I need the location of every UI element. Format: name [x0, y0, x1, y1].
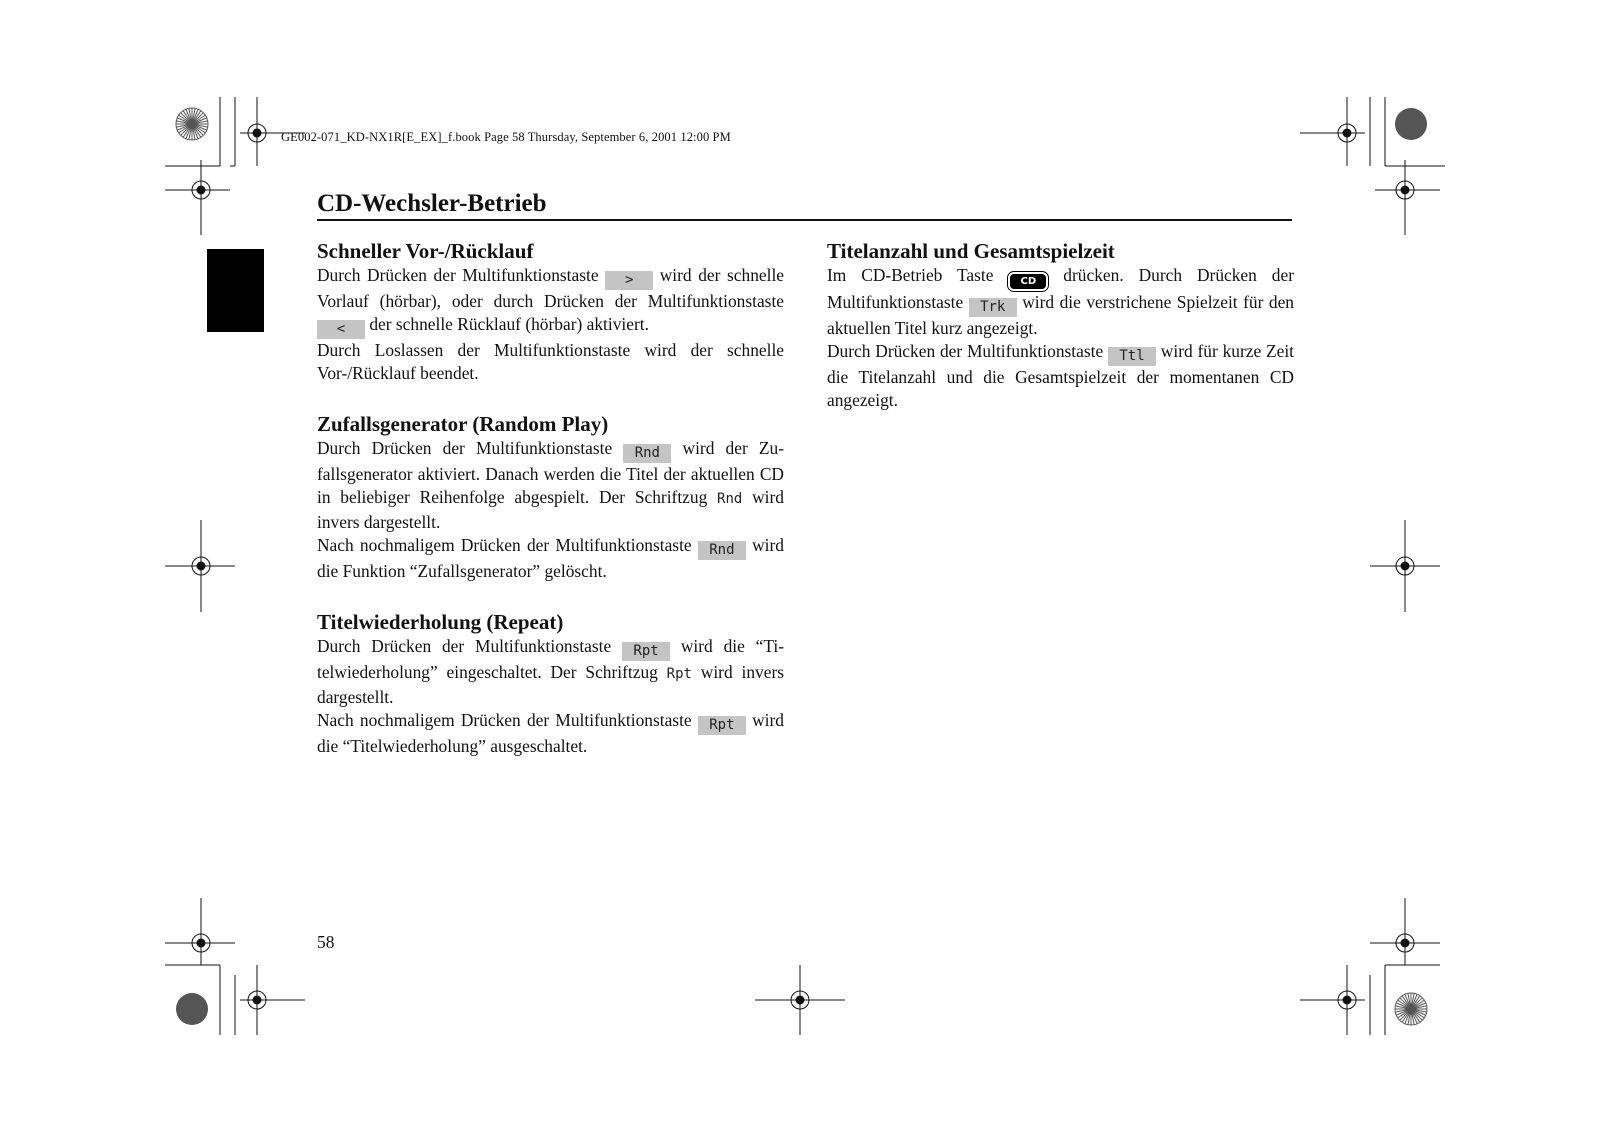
rpt-display-label: Rpt — [666, 666, 692, 682]
ttl-key: Ttl — [1108, 347, 1156, 366]
text: der schnelle Rücklauf (hörbar) aktiviert. — [365, 314, 649, 334]
trk-key: Trk — [969, 298, 1017, 317]
text: Im CD-Betrieb Taste — [827, 265, 1009, 285]
paragraph — [317, 264, 784, 339]
forward-key: > — [605, 271, 653, 290]
text: Durch Drücken der Multifunktionstaste — [827, 341, 1108, 361]
heading-track-count: Titelanzahl und Gesamtspielzeit — [827, 239, 1115, 263]
text: Durch Drücken der Multifunktionstaste — [317, 438, 624, 458]
title-rule — [317, 219, 1292, 221]
text: wird invers dargestellt. — [317, 487, 784, 532]
rnd-key: Rnd — [623, 444, 671, 463]
heading-random: Zufallsgenerator (Random Play) — [317, 412, 609, 436]
section-fast-forward — [317, 238, 784, 385]
paragraph — [317, 534, 784, 583]
paragraph — [827, 340, 1294, 412]
heading-fast-forward: Schneller Vor-/Rücklauf — [317, 239, 534, 263]
text: wird die Funktion “Zufallsgenerator” gelöscht. — [317, 535, 784, 581]
section-repeat — [317, 609, 784, 758]
text: wird für kurze Zeit die Titelanzahl und die Gesamtspielzeit der momentanen CD angezeigt. — [827, 341, 1295, 410]
paragraph — [827, 264, 1294, 340]
text: wird die verstrichene Spielzeit für den aktuellen Titel kurz angezeigt. — [827, 292, 1294, 338]
right-column — [827, 238, 1294, 438]
section-tab-marker — [207, 249, 264, 332]
section-track-count — [827, 238, 1294, 412]
text: wird der Zufallsgenerator aktiviert. Danach werden die Titel der aktuellen CD in beliebiger Reihenfolge abgespielt. Der Schriftzug — [317, 438, 784, 507]
back-key: < — [317, 320, 365, 339]
paragraph — [317, 709, 784, 758]
left-column — [317, 238, 784, 784]
file-header-line: GE002-071_KD-NX1R[E_EX]_f.book Page 58 Thursday, September 6, 2001 12:00 PM — [281, 130, 731, 144]
text: wird die “Titelwiederholung” ausgeschaltet. — [317, 710, 784, 756]
text: drücken. Durch Drücken der Multifunktionstaste — [827, 265, 1294, 312]
text: Durch Drücken der Multifunktionstaste — [317, 636, 623, 656]
rpt-key: Rpt — [622, 642, 670, 661]
text: wird invers dargestellt. — [317, 662, 784, 707]
text: Nach nochmaligem Drücken der Multifunktionstaste — [317, 535, 698, 555]
cd-button-icon: CD — [1008, 272, 1048, 291]
text: wird die “Titelwiederholung” eingeschaltet. Der Schriftzug — [317, 636, 784, 682]
paragraph: Durch Loslassen der Multifunktionstaste wird der schnelle Vor-/Rücklauf beendet. — [317, 340, 784, 383]
text: Nach nochmaligem Drücken der Multifunktionstaste — [317, 710, 698, 730]
paragraph — [317, 437, 784, 534]
section-random — [317, 411, 784, 583]
rnd-display-label: Rnd — [717, 491, 743, 507]
page-title: CD-Wechsler-Betrieb — [317, 190, 547, 217]
heading-repeat: Titelwiederholung (Repeat) — [317, 610, 564, 634]
text: Durch Drücken der Multifunktionstaste — [317, 265, 606, 285]
paragraph — [317, 635, 784, 709]
rnd-key: Rnd — [698, 541, 746, 560]
rpt-key: Rpt — [698, 716, 746, 735]
text: wird der schnelle Vorlauf (hörbar), oder durch Drücken der Multifunktionstaste — [317, 265, 785, 311]
page-number: 58 — [317, 932, 335, 952]
